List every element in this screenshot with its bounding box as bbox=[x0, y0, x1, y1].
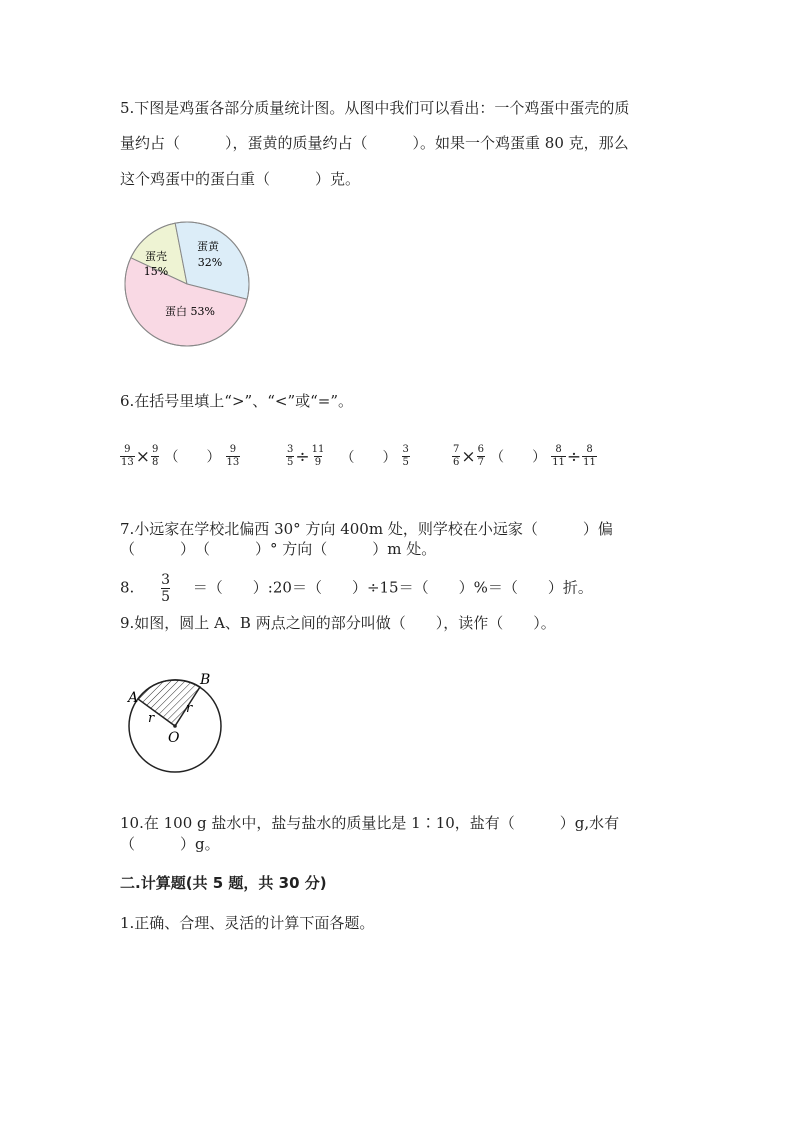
q8-fraction: $\frac{3}{5}$ bbox=[161, 572, 171, 605]
fraction: $\frac{9}{13}$ bbox=[226, 444, 240, 468]
operator: ÷ bbox=[566, 446, 582, 467]
circle-sector-diagram bbox=[120, 668, 230, 778]
egg-pie-chart bbox=[118, 220, 258, 350]
calc-q1-text: 1.正确、合理、灵活的计算下面各题。 bbox=[120, 914, 375, 932]
point-b-label: B bbox=[200, 672, 211, 688]
fraction: $\frac{9}{8}$ bbox=[151, 444, 159, 468]
q5-line-1: 5.下图是鸡蛋各部分质量统计图。从图中我们可以看出：一个鸡蛋中蛋壳的质 bbox=[120, 99, 630, 117]
fraction: $\frac{11}{9}$ bbox=[311, 444, 325, 468]
q10-line-2: （ ）g。 bbox=[120, 835, 220, 853]
q7-line-1: 7.小远家在学校北偏西 30° 方向 400m 处，则学校在小远家（ ）偏 bbox=[120, 520, 613, 538]
center-point bbox=[173, 724, 177, 728]
center-label-o: O bbox=[168, 730, 180, 746]
q5-line-3: 这个鸡蛋中的蛋白重（ ）克。 bbox=[120, 170, 361, 188]
fraction: $\frac{8}{11}$ bbox=[583, 444, 596, 468]
operator: × bbox=[135, 446, 150, 467]
fraction: $\frac{6}{7}$ bbox=[477, 444, 484, 468]
q8 bbox=[120, 572, 593, 605]
q6-title: 6.在括号里填上“>”、“<”或“=”。 bbox=[120, 392, 354, 410]
fraction: $\frac{3}{5}$ bbox=[402, 444, 409, 468]
q5-line-2: 量约占（ ），蛋黄的质量约占（ ）。如果一个鸡蛋重 80 克，那么 bbox=[120, 134, 629, 152]
slice-label-white: 蛋白 53% bbox=[165, 305, 215, 318]
slice-value-yolk: 32% bbox=[197, 256, 223, 269]
operator: × bbox=[461, 446, 476, 467]
answer-blank[interactable]: （ ） bbox=[490, 449, 547, 466]
operator: ÷ bbox=[295, 446, 310, 467]
q6-item-1 bbox=[120, 444, 240, 469]
radius-label-left: r bbox=[148, 711, 155, 726]
answer-blank[interactable]: （ ） bbox=[340, 449, 397, 466]
fraction: $\frac{8}{11}$ bbox=[552, 444, 565, 468]
slice-label-yolk: 蛋黄 bbox=[197, 240, 219, 253]
radius-label-right: r bbox=[186, 701, 193, 716]
q7-line-2: （ ） （ ）° 方向（ ）m 处。 bbox=[120, 540, 437, 558]
fraction: $\frac{7}{6}$ bbox=[453, 444, 460, 468]
section-title: 二.计算题(共 5 题，共 30 分) bbox=[120, 874, 327, 892]
slice-label-shell: 蛋壳 bbox=[145, 250, 167, 263]
fraction: $\frac{3}{5}$ bbox=[287, 444, 294, 468]
q6-item-3 bbox=[452, 444, 597, 469]
slice-value-shell: 15% bbox=[143, 265, 169, 278]
q8-label: 8. bbox=[120, 578, 135, 597]
q9-text: 9.如图，圆上 A、B 两点之间的部分叫做（ ），读作（ ）。 bbox=[120, 614, 556, 632]
q8-equation: ＝（ ）:20＝（ ）÷15＝（ ）%＝（ ）折。 bbox=[192, 578, 593, 597]
q6-item-2 bbox=[286, 444, 410, 469]
fraction: $\frac{9}{13}$ bbox=[121, 444, 134, 468]
q10-line-1: 10.在 100 g 盐水中，盐与盐水的质量比是 1∶10，盐有（ ）g,水有 bbox=[120, 814, 620, 832]
point-a-label: A bbox=[128, 690, 139, 706]
answer-blank[interactable]: （ ） bbox=[164, 449, 221, 466]
